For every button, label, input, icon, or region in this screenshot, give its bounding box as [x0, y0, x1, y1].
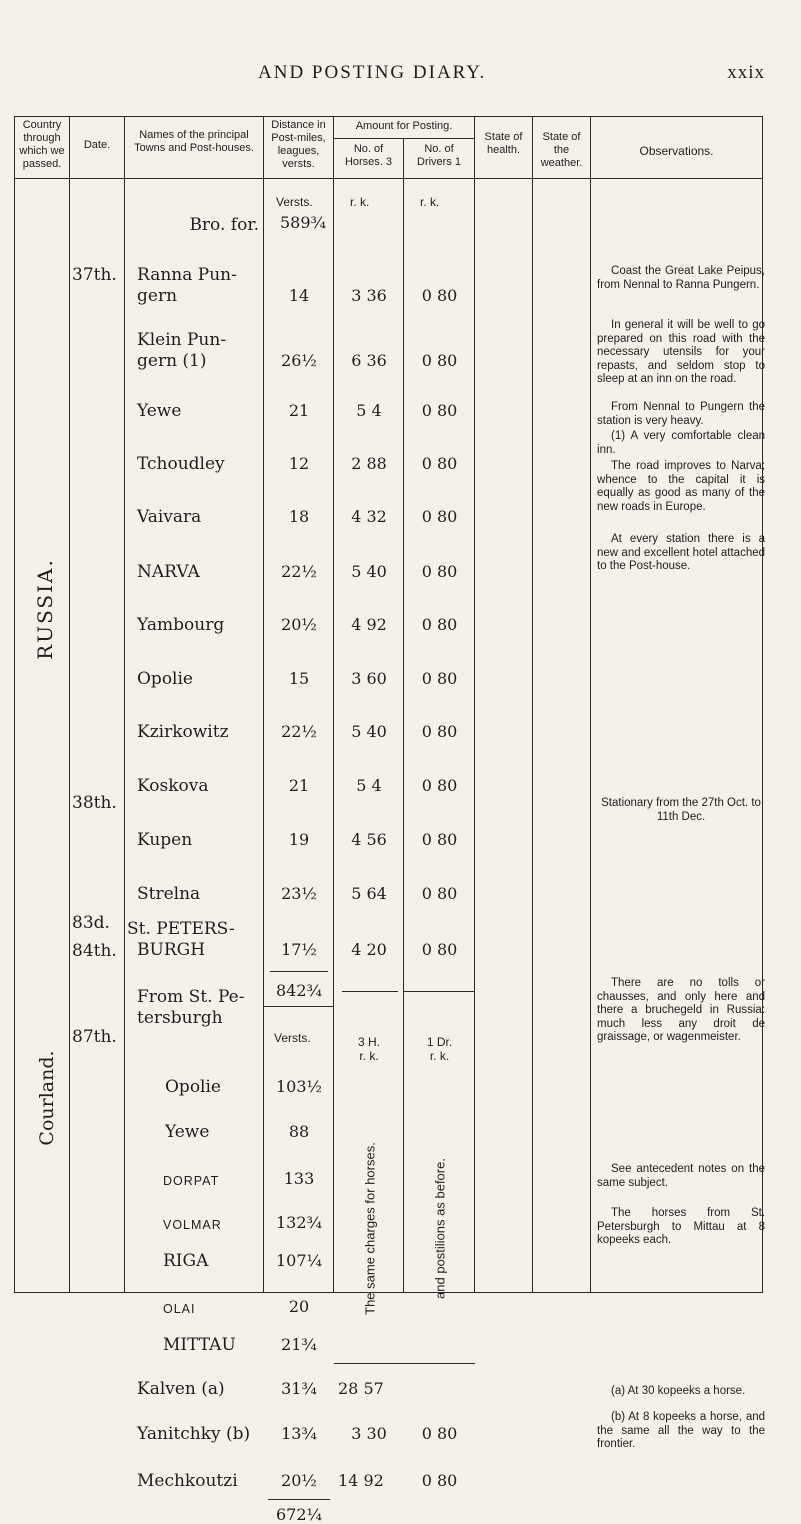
as-before-note: and postilions as before. — [432, 1158, 448, 1299]
obs-see-notes: See antecedent notes on the same subject. — [597, 1163, 766, 1189]
place-narva: NARVA — [137, 562, 200, 582]
country-courland: Courland. — [36, 1050, 58, 1146]
dist-7: 20½ — [281, 615, 317, 634]
horses-7: 4 92 — [351, 615, 387, 634]
date-87: 87th. — [72, 1027, 117, 1047]
same-charges-note: The same charges for horses. — [362, 1142, 378, 1315]
drivers-23: 0 80 — [421, 1424, 458, 1443]
obs-coast: Coast the Great Lake Peipus, from Nennal to Ranna Pungern. — [597, 265, 766, 291]
weather-column — [533, 179, 591, 1293]
drivers-8: 0 80 — [421, 669, 458, 688]
place-strelna: Strelna — [137, 884, 201, 904]
place-st-petersburgh: St. PETERS- — [127, 919, 235, 939]
dist-5: 18 — [288, 507, 310, 526]
horses-12: 5 64 — [351, 884, 387, 903]
dist-3: 21 — [288, 401, 310, 420]
place-klein-pungern-2: gern (1) — [137, 351, 207, 371]
total-rule — [264, 1006, 334, 1007]
drivers-9: 0 80 — [421, 722, 458, 741]
horses-22: 28 57 — [338, 1379, 384, 1398]
place-kupen: Kupen — [137, 830, 193, 850]
drivers-6: 0 80 — [421, 562, 458, 581]
drivers-column — [404, 179, 475, 1490]
horses-2: 6 36 — [351, 351, 387, 370]
horses-8: 3 60 — [351, 669, 387, 688]
dist-4: 12 — [288, 454, 310, 473]
place-bro-for: Bro. for. — [189, 215, 259, 235]
dist-1: 14 — [288, 286, 310, 305]
names-column — [125, 179, 264, 1491]
country-russia: RUSSIA. — [33, 558, 57, 660]
obs-note-a: (a) At 30 kopeeks a horse. — [611, 1385, 746, 1397]
place-kzirkowitz: Kzirkowitz — [137, 722, 229, 742]
date-84: 84th. — [72, 941, 117, 961]
horses-h-label: 3 H. — [357, 1035, 380, 1049]
obs-comfortable-inn: (1) A very comfortable clean inn. — [597, 430, 766, 456]
dist-24: 20½ — [281, 1471, 317, 1490]
health-column — [475, 179, 533, 1293]
place-st-petersburgh-2: BURGH — [137, 940, 206, 960]
drivers-12: 0 80 — [421, 884, 458, 903]
header-drivers: No. of Drivers 1 — [404, 139, 475, 179]
dist-17: 133 — [283, 1169, 315, 1188]
dist-grand-total: 672¼ — [275, 1505, 323, 1524]
place-tchoudley: Tchoudley — [137, 454, 225, 474]
dist-bro-for: 589¾ — [280, 213, 327, 232]
header-date: Date. — [70, 117, 125, 179]
grand-total-rule — [268, 1499, 330, 1500]
header-weather: State of the weather. — [533, 117, 591, 179]
versts-label: Versts. — [276, 195, 313, 209]
horses-24: 14 92 — [338, 1471, 384, 1490]
header-amount: Amount for Posting. — [334, 117, 475, 139]
obs-road-improves: The road improves to Narva; whence to the capital it is equally as good as many of the new roads in Europe. — [597, 460, 766, 513]
horses-5: 4 32 — [351, 507, 387, 526]
place-mittau: MITTAU — [163, 1335, 236, 1355]
dist-13: 17½ — [281, 940, 317, 959]
dist-21: 21¾ — [281, 1335, 317, 1354]
from-st-petersburgh-2: tersburgh — [137, 1008, 223, 1028]
place-opolie: Opolie — [137, 669, 193, 689]
header-names: Names of the principal Towns and Post-houses. — [125, 117, 264, 179]
running-head-title: AND POSTING DIARY. — [258, 62, 487, 83]
drivers-11: 0 80 — [421, 830, 458, 849]
horses-23: 3 30 — [351, 1424, 387, 1443]
obs-note-b: (b) At 8 kopeeks a horse, and the same all the way to the frontier. — [597, 1411, 766, 1450]
dist-22: 31¾ — [281, 1379, 317, 1398]
rk-label-2: r. k. — [420, 195, 440, 209]
horses-column — [334, 179, 404, 1490]
horses-6: 5 40 — [351, 562, 387, 581]
rk-label-4: r. k. — [429, 1049, 450, 1063]
posting-diary-table — [14, 116, 766, 1524]
obs-new-hotel: At every station there is a new and excellent hotel attached to the Post-house. — [597, 533, 766, 572]
place-koskova: Koskova — [137, 776, 209, 796]
dist-18: 132¾ — [275, 1213, 323, 1232]
place-yewe-2: Yewe — [165, 1122, 210, 1142]
date-38: 38th. — [72, 793, 117, 813]
place-ranna-pungern: Ranna Pun- — [137, 265, 237, 285]
obs-stationary: Stationary from the 27th Oct. to 11th Dec. — [601, 797, 761, 823]
rk-label-1: r. k. — [350, 195, 370, 209]
place-vaivara: Vaivara — [137, 507, 202, 527]
header-observations: Observations. — [591, 117, 763, 179]
dist-8: 15 — [288, 669, 310, 688]
header-country: Country through which we passed. — [15, 117, 70, 179]
horses-3: 5 4 — [356, 401, 382, 420]
country-column — [15, 179, 70, 1293]
header-health: State of health. — [475, 117, 533, 179]
from-st-petersburgh: From St. Pe- — [137, 987, 245, 1007]
horses-1: 3 36 — [351, 286, 387, 305]
dist-9: 22½ — [281, 722, 317, 741]
place-mechkoutzi: Mechkoutzi — [137, 1471, 238, 1491]
date-column — [70, 179, 125, 1293]
drivers-13: 0 80 — [421, 940, 458, 959]
place-yanitchky: Yanitchky (b) — [137, 1424, 251, 1444]
date-83: 83d. — [72, 913, 110, 933]
horses-10: 5 4 — [356, 776, 382, 795]
dist-12: 23½ — [281, 884, 317, 903]
observations-column — [591, 179, 766, 1450]
obs-station-heavy: From Nennal to Pungern the station is very heavy. — [597, 401, 766, 427]
place-riga: RIGA — [163, 1251, 209, 1271]
place-kalven: Kalven (a) — [137, 1379, 225, 1399]
horses-4: 2 88 — [351, 454, 387, 473]
dist-15: 103½ — [275, 1077, 323, 1096]
header-distance: Distance in Post-miles, leagues, versts. — [264, 117, 334, 179]
drivers-4: 0 80 — [421, 454, 458, 473]
subtotal-rule — [270, 971, 328, 972]
dist-total-1: 842¾ — [275, 981, 323, 1000]
place-olai: OLAI — [163, 1302, 196, 1316]
drivers-3: 0 80 — [421, 401, 458, 420]
drivers-2: 0 80 — [421, 351, 458, 370]
date-37: 37th. — [72, 265, 117, 285]
rk-label-3: r. k. — [359, 1049, 379, 1063]
dist-11: 19 — [288, 830, 310, 849]
dist-20: 20 — [288, 1297, 310, 1316]
horses-9: 5 40 — [351, 722, 387, 741]
drivers-24: 0 80 — [421, 1471, 458, 1490]
obs-no-tolls: There are no tolls or chausses, and only here and there a bruchegeld in Russia: much less any droit de graissage, or wagenmeister. — [597, 977, 766, 1043]
header-horses: No. of Horses. 3 — [334, 139, 404, 179]
horses-13: 4 20 — [351, 940, 387, 959]
horses-subtotal-rule — [342, 991, 398, 992]
dist-16: 88 — [288, 1122, 310, 1141]
place-yewe: Yewe — [137, 401, 182, 421]
place-opolie-2: Opolie — [165, 1077, 221, 1097]
place-ranna-pungern-2: gern — [137, 286, 178, 306]
horses-11: 4 56 — [351, 830, 387, 849]
dist-2: 26½ — [281, 351, 317, 370]
obs-horses-kopeeks: The horses from St. Petersburgh to Mittau at 8 kopeeks each. — [597, 1207, 766, 1246]
running-head — [0, 62, 801, 102]
dist-10: 21 — [288, 776, 310, 795]
versts-label-2: Versts. — [274, 1031, 311, 1045]
place-dorpat: DORPAT — [163, 1174, 220, 1188]
drivers-5: 0 80 — [421, 507, 458, 526]
drivers-7: 0 80 — [421, 615, 458, 634]
place-klein-pungern: Klein Pun- — [137, 330, 227, 350]
dist-23: 13¾ — [281, 1424, 317, 1443]
dist-19: 107¼ — [275, 1251, 323, 1270]
place-volmar: VOLMAR — [163, 1218, 222, 1232]
dist-6: 22½ — [281, 562, 317, 581]
drivers-10: 0 80 — [421, 776, 458, 795]
drivers-subtotal-rule — [404, 991, 475, 992]
drivers-dr-label: 1 Dr. — [426, 1035, 453, 1049]
obs-utensils: In general it will be well to go prepared on this road with the necessary utensils for your repasts, and seldom stop to sleep at an inn on the road. — [597, 319, 766, 385]
distance-column — [264, 179, 334, 1524]
drivers-1: 0 80 — [421, 286, 458, 305]
page-number: xxix — [727, 62, 765, 83]
place-yambourg: Yambourg — [137, 615, 225, 635]
